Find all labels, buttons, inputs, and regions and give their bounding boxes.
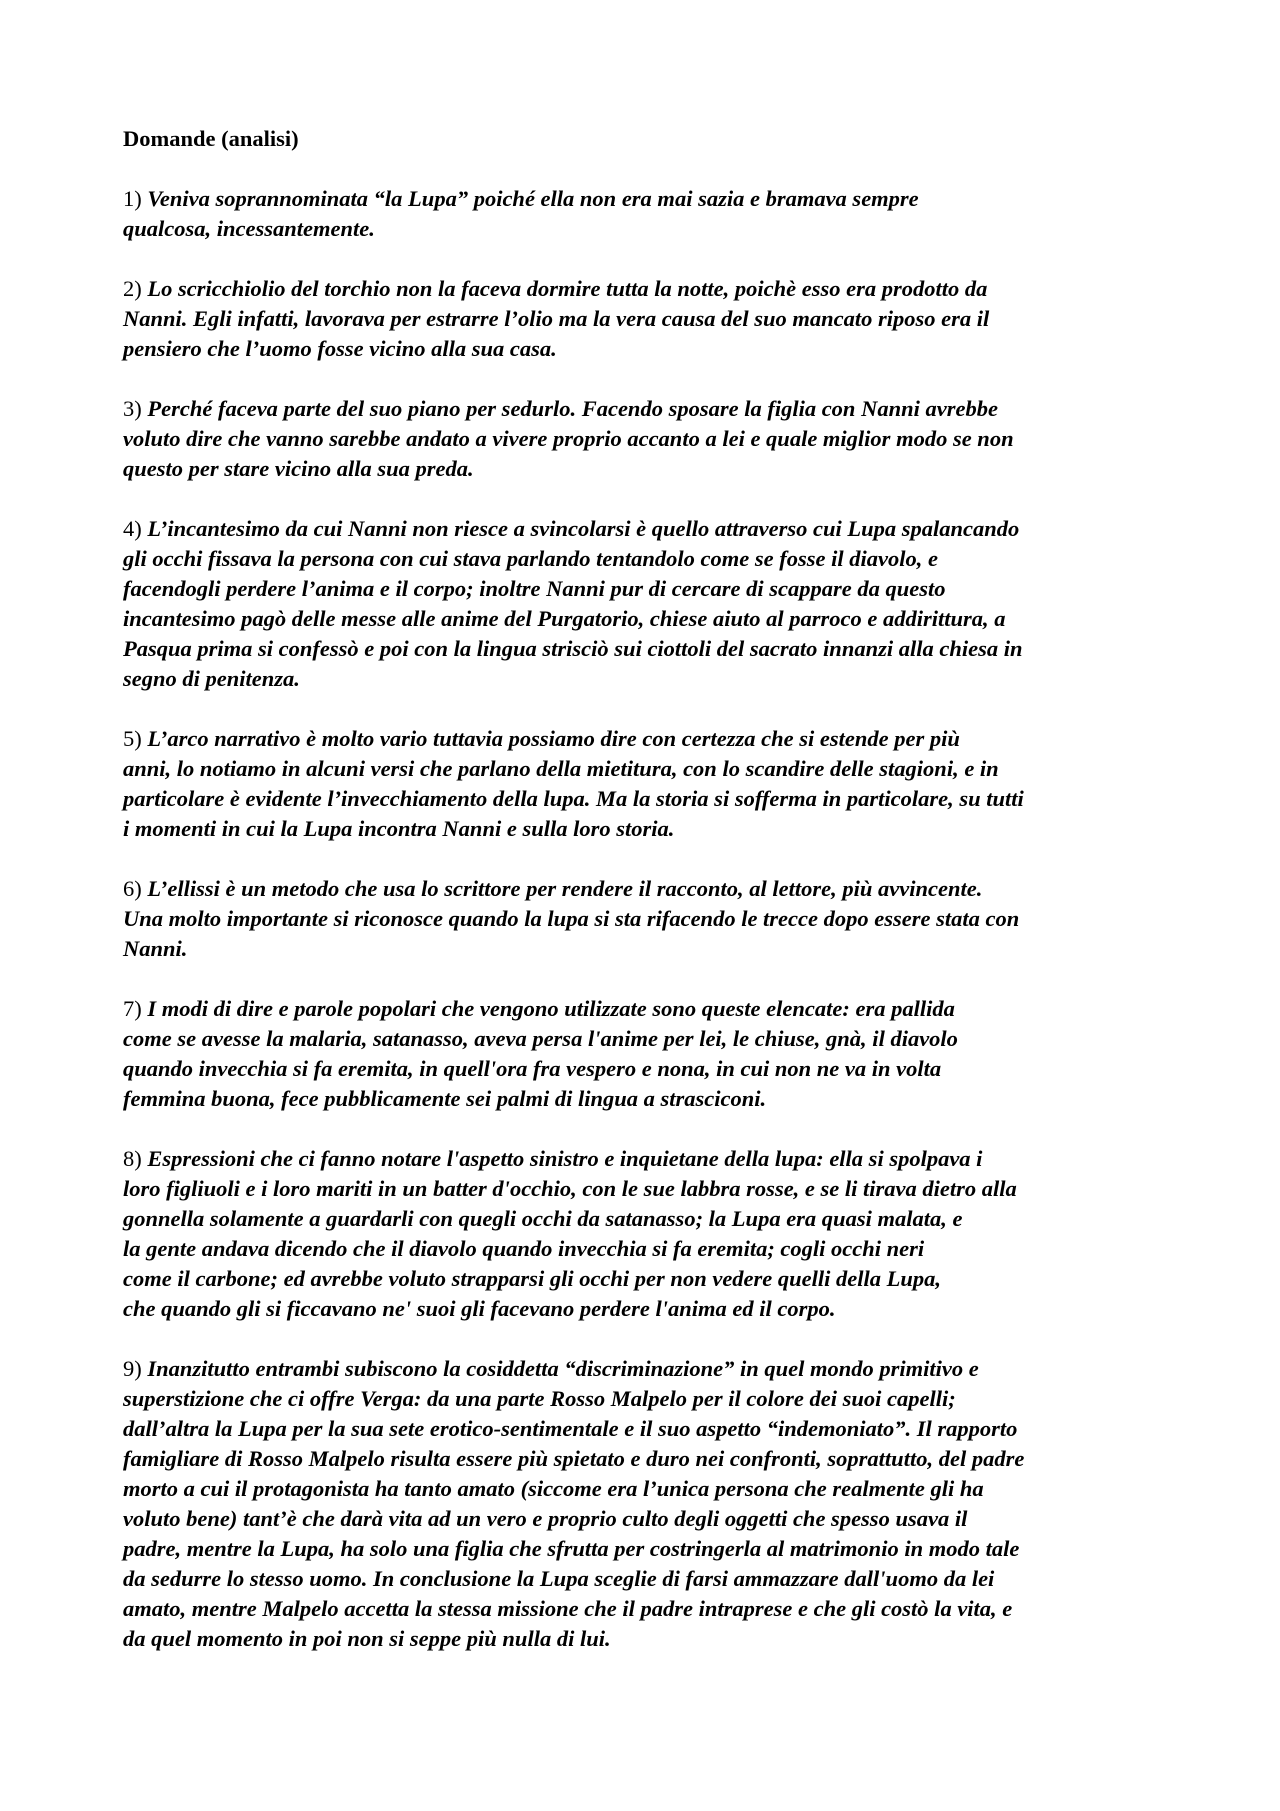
answer-line bbox=[123, 784, 1173, 814]
answer-line bbox=[123, 994, 1173, 1024]
answer-text: Perché faceva parte del suo piano per sedurlo. Facendo sposare la figlia con Nanni avrebbe bbox=[147, 396, 998, 421]
answer-text: gli occhi fissava la persona con cui stava parlando tentandolo come se fosse il diavolo, e bbox=[123, 546, 938, 571]
answer-line bbox=[123, 1234, 1173, 1264]
answer-text: particolare è evidente l’invecchiamento della lupa. Ma la storia si sofferma in particolare, su tutti bbox=[123, 786, 1024, 811]
answer-text: Veniva soprannominata “la Lupa” poiché ella non era mai sazia e bramava sempre bbox=[147, 186, 919, 211]
answer-line bbox=[123, 1084, 1173, 1114]
answer-line bbox=[123, 724, 1173, 754]
answer-line bbox=[123, 1384, 1173, 1414]
answer-text: Pasqua prima si confessò e poi con la lingua strisciò sui ciottoli del sacrato innanzi alla chiesa in bbox=[123, 636, 1023, 661]
answer-text: Nanni. Egli infatti, lavorava per estrarre l’olio ma la vera causa del suo mancato riposo era il bbox=[123, 306, 990, 331]
answer-text: L’arco narrativo è molto vario tuttavia possiamo dire con certezza che si estende per più bbox=[147, 726, 960, 751]
answer-text: pensiero che l’uomo fosse vicino alla sua casa. bbox=[123, 336, 557, 361]
answer-line bbox=[123, 274, 1173, 304]
answer-number: 4) bbox=[123, 516, 142, 541]
answer-line bbox=[123, 214, 1173, 244]
answer-line bbox=[123, 634, 1173, 664]
answer-line bbox=[123, 1474, 1173, 1504]
answer-line bbox=[123, 814, 1173, 844]
answer-number: 1) bbox=[123, 186, 142, 211]
answer-text: famigliare di Rosso Malpelo risulta essere più spietato e duro nei confronti, soprattutto, del padre bbox=[123, 1446, 1025, 1471]
answer-line bbox=[123, 574, 1173, 604]
answer-text: superstizione che ci offre Verga: da una parte Rosso Malpelo per il colore dei suoi capelli; bbox=[123, 1386, 956, 1411]
answer-text: anni, lo notiamo in alcuni versi che parlano della mietitura, con lo scandire delle stagioni, e in bbox=[123, 756, 999, 781]
answer-text: che quando gli si ficcavano ne' suoi gli facevano perdere l'anima ed il corpo. bbox=[123, 1296, 836, 1321]
answer-text: qualcosa, incessantemente. bbox=[123, 216, 375, 241]
answer-text: Lo scricchiolio del torchio non la faceva dormire tutta la notte, poichè esso era prodotto da bbox=[147, 276, 988, 301]
answer-item-4 bbox=[123, 514, 1173, 694]
answer-line bbox=[123, 1204, 1173, 1234]
answer-text: loro figliuoli e i loro mariti in un batter d'occhio, con le sue labbra rosse, e se li tirava dietro alla bbox=[123, 1176, 1017, 1201]
answer-line bbox=[123, 304, 1173, 334]
answer-line bbox=[123, 1054, 1173, 1084]
answer-line bbox=[123, 454, 1173, 484]
answer-number: 6) bbox=[123, 876, 142, 901]
answer-text: la gente andava dicendo che il diavolo quando invecchia si fa eremita; cogli occhi neri bbox=[123, 1236, 925, 1261]
answer-text: i momenti in cui la Lupa incontra Nanni e sulla loro storia. bbox=[123, 816, 675, 841]
answer-number: 3) bbox=[123, 396, 142, 421]
answer-line bbox=[123, 604, 1173, 634]
answer-line bbox=[123, 424, 1173, 454]
document-heading: Domande (analisi) bbox=[123, 126, 299, 151]
answer-line bbox=[123, 1564, 1173, 1594]
answer-line bbox=[123, 754, 1173, 784]
answer-item-5 bbox=[123, 724, 1173, 844]
answer-line bbox=[123, 1504, 1173, 1534]
answer-item-9 bbox=[123, 1354, 1173, 1654]
answer-number: 2) bbox=[123, 276, 142, 301]
answer-line bbox=[123, 1264, 1173, 1294]
answer-text: amato, mentre Malpelo accetta la stessa missione che il padre intraprese e che gli costò la vita, e bbox=[123, 1596, 1013, 1621]
answer-text: gonnella solamente a guardarli con quegli occhi da satanasso; la Lupa era quasi malata, e bbox=[123, 1206, 963, 1231]
answer-text: I modi di dire e parole popolari che vengono utilizzate sono queste elencate: era pallida bbox=[147, 996, 955, 1021]
answer-line bbox=[123, 874, 1173, 904]
answer-text: padre, mentre la Lupa, ha solo una figlia che sfrutta per costringerla al matrimonio in modo tale bbox=[123, 1536, 1020, 1561]
answer-text: L’ellissi è un metodo che usa lo scrittore per rendere il racconto, al lettore, più avvincente. bbox=[147, 876, 983, 901]
answers-list bbox=[123, 184, 1173, 1654]
answer-text: Espressioni che ci fanno notare l'aspetto sinistro e inquietane della lupa: ella si spolpava i bbox=[147, 1146, 983, 1171]
answer-text: L’incantesimo da cui Nanni non riesce a svincolarsi è quello attraverso cui Lupa spalancando bbox=[147, 516, 1020, 541]
answer-number: 8) bbox=[123, 1146, 142, 1171]
answer-line bbox=[123, 394, 1173, 424]
answer-line bbox=[123, 1534, 1173, 1564]
answer-text: da sedurre lo stesso uomo. In conclusione la Lupa sceglie di farsi ammazzare dall'uomo da lei bbox=[123, 1566, 995, 1591]
answer-text: incantesimo pagò delle messe alle anime del Purgatorio, chiese aiuto al parroco e addirittura, a bbox=[123, 606, 1006, 631]
answer-item-7 bbox=[123, 994, 1173, 1114]
answer-item-1 bbox=[123, 184, 1173, 244]
document-content bbox=[123, 124, 1173, 1684]
answer-line bbox=[123, 1444, 1173, 1474]
answer-text: come il carbone; ed avrebbe voluto strapparsi gli occhi per non vedere quelli della Lupa, bbox=[123, 1266, 942, 1291]
answer-item-8 bbox=[123, 1144, 1173, 1324]
answer-line bbox=[123, 514, 1173, 544]
answer-item-6 bbox=[123, 874, 1173, 964]
answer-text: dall’altra la Lupa per la sua sete erotico-sentimentale e il suo aspetto “indemoniato”. Il rapporto bbox=[123, 1416, 1018, 1441]
answer-number: 5) bbox=[123, 726, 142, 751]
answer-line bbox=[123, 904, 1173, 934]
answer-item-2 bbox=[123, 274, 1173, 364]
answer-text: Nanni. bbox=[123, 936, 188, 961]
answer-line bbox=[123, 1624, 1173, 1654]
answer-item-3 bbox=[123, 394, 1173, 484]
answer-line bbox=[123, 664, 1173, 694]
answer-line bbox=[123, 334, 1173, 364]
answer-line bbox=[123, 1144, 1173, 1174]
answer-text: Inanzitutto entrambi subiscono la cosiddetta “discriminazione” in quel mondo primitivo e bbox=[147, 1356, 979, 1381]
answer-line bbox=[123, 934, 1173, 964]
answer-text: da quel momento in poi non si seppe più nulla di lui. bbox=[123, 1626, 611, 1651]
answer-text: questo per stare vicino alla sua preda. bbox=[123, 456, 474, 481]
answer-line bbox=[123, 1414, 1173, 1444]
answer-line bbox=[123, 1594, 1173, 1624]
answer-number: 7) bbox=[123, 996, 142, 1021]
answer-text: quando invecchia si fa eremita, in quell'ora fra vespero e nona, in cui non ne va in volta bbox=[123, 1056, 942, 1081]
answer-line bbox=[123, 1294, 1173, 1324]
answer-number: 9) bbox=[123, 1356, 142, 1381]
answer-line bbox=[123, 544, 1173, 574]
answer-line bbox=[123, 1354, 1173, 1384]
answer-text: facendogli perdere l’anima e il corpo; inoltre Nanni pur di cercare di scappare da questo bbox=[123, 576, 946, 601]
answer-text: morto a cui il protagonista ha tanto amato (siccome era l’unica persona che realmente gli ha bbox=[123, 1476, 984, 1501]
answer-text: Una molto importante si riconosce quando la lupa si sta rifacendo le trecce dopo essere stata con bbox=[123, 906, 1020, 931]
answer-line bbox=[123, 184, 1173, 214]
answer-line bbox=[123, 1024, 1173, 1054]
answer-text: voluto bene) tant’è che darà vita ad un vero e proprio culto degli oggetti che spesso usava il bbox=[123, 1506, 968, 1531]
answer-text: voluto dire che vanno sarebbe andato a vivere proprio accanto a lei e quale miglior modo se non bbox=[123, 426, 1014, 451]
answer-text: femmina buona, fece pubblicamente sei palmi di lingua a strasciconi. bbox=[123, 1086, 767, 1111]
answer-text: segno di penitenza. bbox=[123, 666, 300, 691]
answer-line bbox=[123, 1174, 1173, 1204]
answer-text: come se avesse la malaria, satanasso, aveva persa l'anime per lei, le chiuse, gnà, il diavolo bbox=[123, 1026, 958, 1051]
